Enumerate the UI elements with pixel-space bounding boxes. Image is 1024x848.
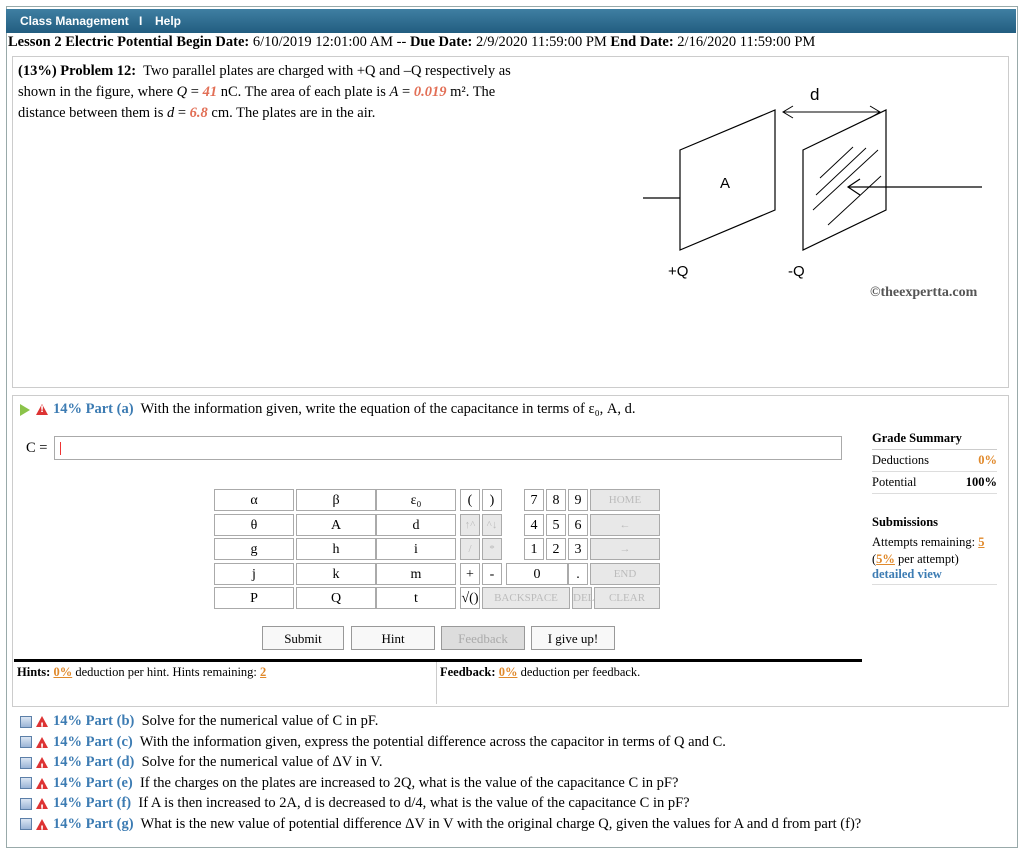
key-var-13[interactable]: Q: [296, 587, 376, 609]
d-unit: cm. The plates are in the air.: [207, 105, 376, 121]
warning-icon: [36, 757, 48, 768]
positive-label: +Q: [668, 263, 689, 280]
q-var: Q: [176, 84, 188, 100]
a-value: 0.019: [413, 84, 447, 100]
key-digit-8[interactable]: 3: [568, 538, 588, 560]
part-label[interactable]: 14% Part (c): [53, 733, 133, 750]
submit-button[interactable]: Submit: [262, 626, 344, 650]
expand-icon[interactable]: [20, 818, 32, 830]
class-management-link[interactable]: Class Management: [20, 14, 129, 28]
per-attempt-open: (: [872, 552, 877, 566]
key-backspace: BACKSPACE: [482, 587, 570, 609]
hints-divider: [14, 659, 862, 662]
grade-summary-title: Grade Summary: [872, 431, 962, 445]
part-label[interactable]: 14% Part (f): [53, 795, 132, 811]
key-left: ←: [590, 514, 660, 536]
part-text: If the charges on the plates are increased to 2Q, what is the value of the capacitance C in pF?: [139, 774, 679, 791]
answer-label: C =: [26, 440, 48, 456]
part-text: What is the new value of potential difference ΔV in V with the original charge Q, given the values for A and d from part (f)?: [140, 815, 862, 832]
deductions-label: Deductions: [872, 453, 929, 467]
copyright: ©theexpertta.com: [870, 285, 978, 300]
per-attempt-value: 5%: [876, 552, 895, 566]
give-up-button[interactable]: I give up!: [531, 626, 615, 650]
key-var-1[interactable]: β: [296, 489, 376, 511]
part-label[interactable]: 14% Part (b): [53, 713, 135, 729]
feedback-info: [440, 665, 640, 680]
part-label[interactable]: 14% Part (d): [53, 754, 135, 770]
q-eq: =: [187, 84, 203, 100]
attempts-label: Attempts remaining:: [872, 535, 976, 549]
begin-label: Begin Date:: [176, 34, 250, 50]
hints-remaining: 2: [260, 665, 267, 679]
lesson-header: [8, 34, 815, 51]
a-unit: m². The: [446, 84, 496, 100]
problem-percent: (13%): [18, 63, 57, 79]
feedback-deduction: 0%: [498, 665, 518, 679]
expand-icon[interactable]: [20, 716, 32, 728]
capacitor-figure: [638, 80, 988, 280]
q-value: 41: [202, 84, 218, 100]
part-a-label[interactable]: 14% Part (a): [53, 401, 134, 417]
hint-button[interactable]: Hint: [351, 626, 435, 650]
play-icon[interactable]: [20, 404, 30, 416]
key-digit-3[interactable]: 4: [524, 514, 544, 536]
key-var-11[interactable]: m: [376, 563, 456, 585]
key-op-4: /: [460, 538, 480, 560]
hints-split: [436, 662, 437, 704]
end-date: 2/16/2020 11:59:00 PM: [677, 34, 816, 50]
d-var: d: [166, 105, 175, 121]
key-digit-6[interactable]: 1: [524, 538, 544, 560]
expand-icon[interactable]: [20, 757, 32, 769]
part-text: Solve for the numerical value of C in pF.: [141, 713, 379, 729]
attempts-value: 5: [978, 535, 985, 549]
key-var-4[interactable]: A: [296, 514, 376, 536]
hints-label: Hints:: [17, 665, 51, 679]
part-row[interactable]: [20, 732, 861, 753]
part-text: With the information given, express the potential difference across the capacitor in terms of Q and C.: [139, 733, 726, 750]
warning-icon: [36, 404, 48, 415]
potential-value: 100%: [965, 475, 997, 489]
hint-deduction: 0%: [53, 665, 73, 679]
due-label: Due Date:: [409, 34, 473, 50]
part-a-title: [20, 401, 635, 418]
d-prefix: distance between them is: [18, 105, 167, 121]
key-digit-5[interactable]: 6: [568, 514, 588, 536]
other-parts-list: [20, 711, 861, 834]
part-row[interactable]: [20, 793, 861, 814]
per-attempt-text: per attempt): [894, 552, 959, 566]
key-op-0[interactable]: (: [460, 489, 480, 511]
part-label[interactable]: 14% Part (g): [53, 815, 134, 832]
problem-title: Problem 12:: [60, 63, 137, 79]
key-op-7[interactable]: -: [482, 563, 502, 585]
key-clear: CLEAR: [594, 587, 660, 609]
key-digit-1[interactable]: 8: [546, 489, 566, 511]
key-var-8[interactable]: i: [376, 538, 456, 560]
d-value: 6.8: [189, 105, 208, 121]
key-op-6[interactable]: +: [460, 563, 480, 585]
key-end: END: [590, 563, 660, 585]
expand-icon[interactable]: [20, 736, 32, 748]
negative-label: -Q: [788, 263, 805, 280]
feedback-button: Feedback: [441, 626, 525, 650]
key-digit-7[interactable]: 2: [546, 538, 566, 560]
warning-icon: [36, 778, 48, 789]
a-eq: =: [398, 84, 414, 100]
problem-statement: [18, 61, 618, 124]
due-date: 2/9/2020 11:59:00 PM: [476, 34, 607, 50]
key-var-14[interactable]: t: [376, 587, 456, 609]
warning-icon: [36, 716, 48, 727]
key-del: DEL: [572, 587, 592, 609]
d-eq: =: [174, 105, 190, 121]
nav-separator: I: [139, 14, 143, 28]
key-var-3[interactable]: θ: [214, 514, 294, 536]
key-var-2[interactable]: ε₀: [376, 489, 456, 511]
expand-icon[interactable]: [20, 777, 32, 789]
key-decimal[interactable]: .: [568, 563, 588, 585]
text-caret: [60, 442, 61, 455]
part-a-text: With the information given, write the equation of the capacitance in terms of ε₀, A, d.: [140, 401, 636, 417]
end-label: End Date:: [610, 34, 674, 50]
feedback-text: deduction per feedback.: [520, 665, 641, 679]
begin-date: 6/10/2019 12:01:00 AM --: [252, 34, 407, 50]
key-digit-0[interactable]: 7: [524, 489, 544, 511]
q-unit: nC. The area of each plate is: [217, 84, 390, 100]
part-row[interactable]: [20, 711, 861, 732]
part-row[interactable]: [20, 814, 861, 835]
key-digit-4[interactable]: 5: [546, 514, 566, 536]
deductions-value: 0%: [978, 453, 997, 467]
key-digit-2[interactable]: 9: [568, 489, 588, 511]
key-right: →: [590, 538, 660, 560]
expand-icon[interactable]: [20, 798, 32, 810]
warning-icon: [36, 798, 48, 809]
key-op-1[interactable]: ): [482, 489, 502, 511]
part-text: Solve for the numerical value of ΔV in V.: [141, 754, 383, 770]
part-label[interactable]: 14% Part (e): [53, 774, 133, 791]
d-label: d: [810, 85, 820, 104]
answer-input[interactable]: [54, 436, 842, 460]
problem-line1: Two parallel plates are charged with +Q and –Q respectively as: [143, 63, 511, 79]
q-prefix: shown in the figure, where: [18, 84, 177, 100]
key-op-5: *: [482, 538, 502, 560]
a-label: A: [720, 175, 731, 192]
hints-text: deduction per hint. Hints remaining:: [75, 665, 257, 679]
key-var-9[interactable]: j: [214, 563, 294, 585]
key-op-3: ^↓: [482, 514, 502, 536]
submissions-title: Submissions: [872, 515, 939, 529]
warning-icon: [36, 737, 48, 748]
lesson-name: Lesson 2 Electric Potential: [8, 34, 173, 50]
a-var: A: [389, 84, 399, 100]
key-var-6[interactable]: g: [214, 538, 294, 560]
part-row[interactable]: [20, 752, 861, 773]
detailed-view-link[interactable]: detailed view: [872, 567, 942, 581]
key-var-5[interactable]: d: [376, 514, 456, 536]
key-digit-zero[interactable]: 0: [506, 563, 568, 585]
key-var-7[interactable]: h: [296, 538, 376, 560]
key-op-2: ↑^: [460, 514, 480, 536]
key-var-10[interactable]: k: [296, 563, 376, 585]
key-op-8[interactable]: √(): [460, 587, 480, 609]
key-home: HOME: [590, 489, 660, 511]
key-var-0[interactable]: α: [214, 489, 294, 511]
plate-negative: [803, 110, 886, 250]
part-text: If A is then increased to 2A, d is decreased to d/4, what is the value of the capacitance C in pF?: [138, 795, 690, 811]
hints-info: [17, 665, 266, 680]
help-link[interactable]: Help: [155, 14, 182, 28]
potential-label: Potential: [872, 475, 917, 489]
key-var-12[interactable]: P: [214, 587, 294, 609]
warning-icon: [36, 819, 48, 830]
top-nav-bar: [6, 9, 1016, 33]
feedback-label: Feedback:: [440, 665, 496, 679]
grade-summary: [872, 428, 997, 585]
part-row[interactable]: [20, 773, 861, 794]
